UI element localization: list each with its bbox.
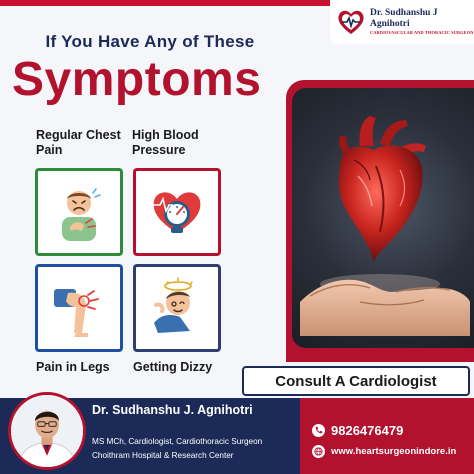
blood-pressure-icon bbox=[146, 181, 208, 243]
website-link[interactable]: www.heartsurgeonindore.in bbox=[331, 446, 457, 457]
page-title: Symptoms bbox=[12, 53, 262, 106]
doctor-avatar bbox=[8, 392, 86, 470]
doctor-name: Dr. Sudhanshu J. Agnihotri bbox=[92, 403, 253, 417]
chest-pain-icon bbox=[48, 181, 110, 243]
headline: If You Have Any of These bbox=[45, 32, 255, 51]
doctor-hospital: Choithram Hospital & Research Center bbox=[92, 451, 234, 460]
globe-icon bbox=[312, 445, 325, 458]
doctor-portrait bbox=[11, 395, 83, 467]
heart-in-hands-image bbox=[292, 88, 474, 348]
symptom-card-chest-pain bbox=[35, 168, 123, 256]
symptom-card-dizzy bbox=[133, 264, 221, 352]
brand-logo[interactable] bbox=[330, 0, 474, 44]
symptom-label-chest-pain: Regular Chest Pain bbox=[36, 128, 121, 157]
brand-name: Dr. Sudhanshu J Agnihotri bbox=[370, 8, 438, 29]
symptom-card-leg-pain bbox=[35, 264, 123, 352]
symptom-label-leg-pain: Pain in Legs bbox=[36, 360, 110, 374]
heart-logo-icon bbox=[336, 7, 366, 37]
phone-number[interactable]: 9826476479 bbox=[331, 423, 404, 438]
phone-icon bbox=[312, 424, 325, 437]
symptom-card-blood-pressure bbox=[133, 168, 221, 256]
consult-cardiologist-button[interactable]: Consult A Cardiologist bbox=[242, 366, 470, 396]
dizzy-icon bbox=[146, 277, 208, 339]
brand-tagline: CARDIOVASCULAR AND THORACIC SURGEON bbox=[370, 30, 474, 35]
symptom-label-dizzy: Getting Dizzy bbox=[133, 360, 213, 374]
symptom-label-blood-pressure: High Blood Pressure bbox=[132, 128, 199, 157]
phone-contact[interactable] bbox=[312, 423, 403, 438]
heart-illustration bbox=[300, 106, 470, 336]
website-contact[interactable] bbox=[312, 445, 456, 458]
doctor-qualifications: MS MCh, Cardiologist, Cardiothoracic Surgeon bbox=[92, 437, 263, 446]
leg-pain-icon bbox=[48, 277, 110, 339]
